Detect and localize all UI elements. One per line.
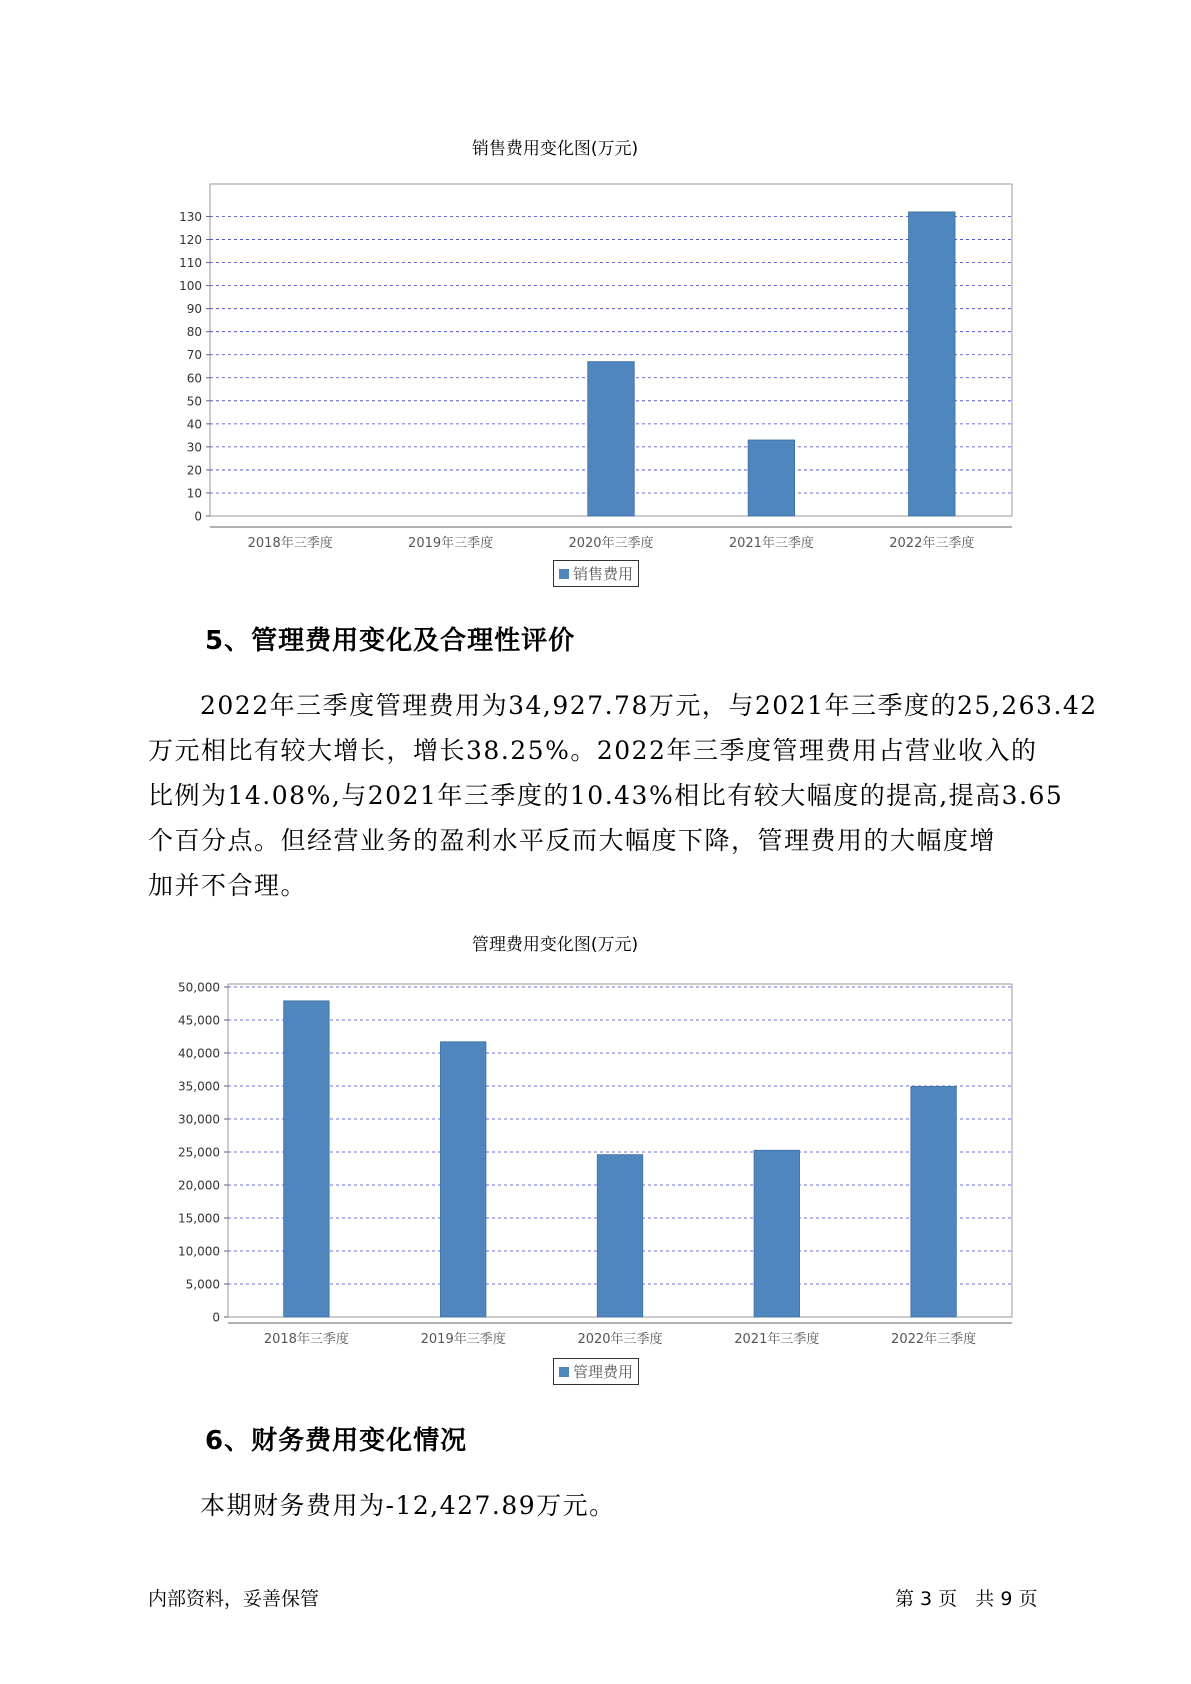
plot-frame (210, 184, 1012, 516)
y-tick-label: 130 (179, 210, 202, 225)
x-tick-label: 2020年三季度 (577, 1332, 663, 1347)
y-tick-label: 110 (179, 256, 202, 271)
footer-confidential: 内部资料，妥善保管 (148, 1588, 320, 1610)
chart-legend-sales (553, 560, 639, 587)
x-tick-label: 2021年三季度 (734, 1332, 820, 1347)
bar (597, 1155, 642, 1317)
y-tick-label: 5,000 (185, 1277, 220, 1292)
paragraph-line: 比例为14.08%,与2021年三季度的10.43%相比有较大幅度的提高,提高3.65 (148, 781, 1064, 810)
x-tick-label: 2020年三季度 (568, 536, 654, 551)
paragraph-line: 2022年三季度管理费用为34,927.78万元，与2021年三季度的25,263.42 (200, 691, 1098, 720)
x-tick-label: 2021年三季度 (728, 536, 814, 551)
y-tick-label: 30,000 (178, 1112, 220, 1127)
y-tick-label: 30 (186, 440, 202, 455)
y-tick-label: 20,000 (178, 1178, 220, 1193)
bar (284, 1001, 329, 1317)
bar (754, 1150, 799, 1317)
y-tick-label: 60 (186, 371, 202, 386)
y-tick-label: 40,000 (178, 1046, 220, 1061)
chart-legend-admin (553, 1358, 639, 1385)
bar (911, 1086, 956, 1317)
legend-label: 管理费用 (573, 1363, 634, 1381)
y-tick-label: 40 (186, 417, 202, 432)
legend-label: 销售费用 (573, 565, 634, 583)
y-tick-label: 120 (179, 233, 202, 248)
paragraph-line: 个百分点。但经营业务的盈利水平反而大幅度下降，管理费用的大幅度增 (148, 826, 997, 855)
bar (440, 1042, 485, 1317)
y-tick-label: 25,000 (178, 1145, 220, 1160)
chart-title-admin: 管理费用变化图(万元) (471, 935, 639, 955)
x-tick-label: 2018年三季度 (247, 536, 333, 551)
y-tick-label: 0 (194, 509, 202, 524)
y-tick-label: 10 (186, 486, 202, 501)
bar (909, 212, 956, 516)
x-tick-label: 2022年三季度 (889, 536, 975, 551)
y-tick-label: 20 (186, 463, 202, 478)
paragraph-line: 万元相比有较大增长，增长38.25%。2022年三季度管理费用占营业收入的 (148, 736, 1038, 765)
section6-paragraph: 本期财务费用为-12,427.89万元。 (200, 1491, 616, 1520)
y-tick-label: 15,000 (178, 1211, 220, 1226)
y-tick-label: 45,000 (178, 1013, 220, 1028)
paragraph-line: 加并不合理。 (148, 871, 308, 900)
y-tick-label: 35,000 (178, 1079, 220, 1094)
legend-swatch (559, 569, 569, 579)
y-tick-label: 0 (212, 1310, 220, 1325)
section5-paragraph (148, 683, 1098, 908)
y-tick-label: 100 (179, 279, 202, 294)
section-heading-5: 5、管理费用变化及合理性评价 (205, 626, 576, 656)
y-tick-label: 80 (186, 325, 202, 340)
x-tick-label: 2022年三季度 (891, 1332, 977, 1347)
chart-title-sales: 销售费用变化图(万元) (471, 139, 639, 159)
x-tick-label: 2018年三季度 (263, 1332, 349, 1347)
x-tick-label: 2019年三季度 (408, 536, 494, 551)
y-tick-label: 50 (186, 394, 202, 409)
y-tick-label: 70 (186, 348, 202, 363)
x-tick-label: 2019年三季度 (420, 1332, 506, 1347)
bar (748, 440, 795, 516)
section-heading-6: 6、财务费用变化情况 (205, 1426, 468, 1456)
y-tick-label: 90 (186, 302, 202, 317)
y-tick-label: 10,000 (178, 1244, 220, 1259)
bar (588, 362, 635, 516)
y-tick-label: 50,000 (178, 980, 220, 995)
legend-swatch (559, 1367, 569, 1377)
footer-page-number: 第 3 页 共 9 页 (895, 1588, 1038, 1610)
plot-frame (228, 984, 1012, 1317)
